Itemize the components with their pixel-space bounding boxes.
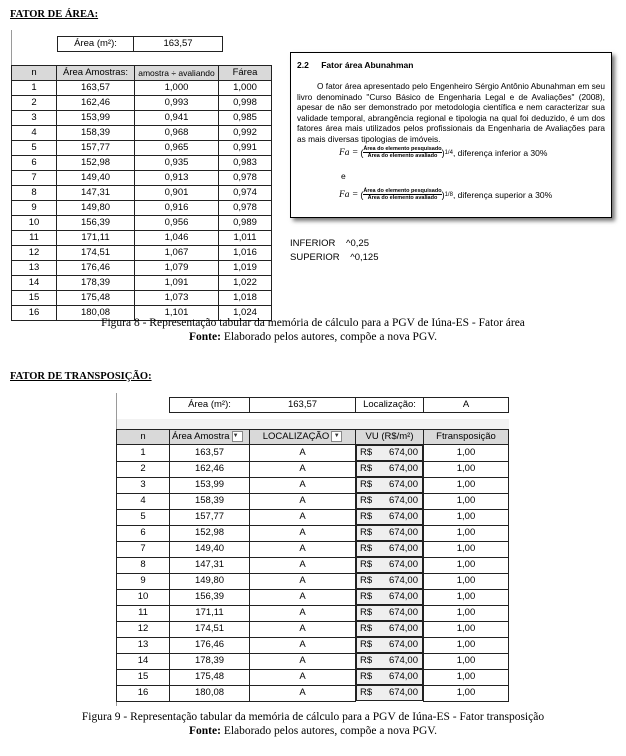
table-cell[interactable]: 10 bbox=[12, 216, 57, 231]
formula-1-numerator: Área do elemento pesquisado bbox=[363, 146, 442, 152]
table-cell[interactable]: 1,00 bbox=[424, 653, 509, 669]
table-header-row bbox=[12, 66, 272, 81]
formula-2-numerator: Área do elemento pesquisado bbox=[363, 188, 442, 194]
blank-cell bbox=[250, 419, 356, 430]
table-cell[interactable]: 11 bbox=[12, 231, 57, 246]
vu-value: 674,00 bbox=[388, 463, 418, 474]
table-cell[interactable]: 1 bbox=[117, 445, 170, 462]
table-cell[interactable]: 0,991 bbox=[219, 141, 272, 156]
vu-value: 674,00 bbox=[388, 527, 418, 538]
table-cell[interactable]: A bbox=[250, 525, 356, 541]
figure-8-source-label: Fonte: bbox=[189, 331, 221, 343]
vu-value: 674,00 bbox=[388, 511, 418, 522]
table-cell[interactable]: 0,935 bbox=[135, 156, 219, 171]
table-cell[interactable]: 9 bbox=[12, 201, 57, 216]
vu-cell[interactable] bbox=[356, 445, 423, 461]
table-cell[interactable]: 0,965 bbox=[135, 141, 219, 156]
table-cell[interactable]: 0,989 bbox=[219, 216, 272, 231]
table-cell[interactable]: 1,00 bbox=[424, 621, 509, 637]
table-cell[interactable]: 175,48 bbox=[57, 291, 135, 306]
area-input-table bbox=[57, 36, 223, 52]
table-row bbox=[117, 589, 509, 605]
table-cell[interactable]: 0,985 bbox=[219, 111, 272, 126]
table-cell[interactable]: 157,77 bbox=[170, 509, 250, 525]
vu-value: 674,00 bbox=[388, 479, 418, 490]
currency-symbol: R$ bbox=[360, 495, 373, 506]
table-cell[interactable]: 15 bbox=[12, 291, 57, 306]
table-cell[interactable]: 149,40 bbox=[170, 541, 250, 557]
currency-symbol: R$ bbox=[360, 527, 373, 538]
table-cell[interactable]: 9 bbox=[117, 573, 170, 589]
table-cell[interactable]: 1,00 bbox=[424, 573, 509, 589]
col-header-farea[interactable]: Fárea bbox=[219, 66, 272, 81]
table-cell[interactable]: A bbox=[250, 493, 356, 509]
table-row bbox=[12, 261, 272, 276]
table-cell[interactable]: 8 bbox=[117, 557, 170, 573]
table-cell[interactable]: 6 bbox=[117, 525, 170, 541]
table-cell[interactable]: 178,39 bbox=[170, 653, 250, 669]
section-heading-fator-transposicao: FATOR DE TRANSPOSIÇÃO: bbox=[10, 371, 152, 382]
excerpt-section-title: Fator área Abunahman bbox=[321, 60, 414, 70]
vu-cell[interactable] bbox=[356, 621, 423, 637]
table-cell[interactable]: 14 bbox=[117, 653, 170, 669]
formula-connector: e bbox=[341, 171, 346, 181]
table-cell[interactable]: 1,091 bbox=[135, 276, 219, 291]
table-cell[interactable]: 4 bbox=[12, 126, 57, 141]
vu-value: 674,00 bbox=[388, 447, 418, 458]
table-row bbox=[12, 201, 272, 216]
vu-cell[interactable] bbox=[356, 477, 423, 493]
currency-symbol: R$ bbox=[360, 687, 373, 698]
formula-1-denominator: Área do elemento avaliado bbox=[363, 152, 441, 159]
currency-symbol: R$ bbox=[360, 671, 373, 682]
table-row bbox=[12, 291, 272, 306]
table-row bbox=[12, 81, 272, 96]
table-cell[interactable]: 1,079 bbox=[135, 261, 219, 276]
table-row bbox=[117, 557, 509, 573]
figure-9-source-text: Elaborado pelos autores, compõe a nova PGV. bbox=[220, 725, 437, 737]
formula-2-fraction bbox=[363, 188, 441, 201]
blank-row bbox=[117, 419, 509, 430]
table-row bbox=[12, 246, 272, 261]
formula-2-denominator: Área do elemento avaliado bbox=[363, 194, 441, 201]
table-cell[interactable]: 152,98 bbox=[170, 525, 250, 541]
table-cell[interactable]: A bbox=[250, 557, 356, 573]
currency-symbol: R$ bbox=[360, 591, 373, 602]
table-cell[interactable]: 13 bbox=[117, 637, 170, 653]
vu-value: 674,00 bbox=[388, 591, 418, 602]
table-cell[interactable]: 1,00 bbox=[424, 525, 509, 541]
table-row bbox=[12, 141, 272, 156]
blank-cell bbox=[170, 419, 250, 430]
table-cell[interactable]: 147,31 bbox=[170, 557, 250, 573]
table-cell[interactable]: A bbox=[250, 685, 356, 701]
table-cell[interactable]: 157,77 bbox=[57, 141, 135, 156]
table-cell[interactable]: 14 bbox=[12, 276, 57, 291]
currency-symbol: R$ bbox=[360, 655, 373, 666]
table-cell[interactable]: 12 bbox=[117, 621, 170, 637]
section-heading-fator-area: FATOR DE ÁREA: bbox=[10, 9, 99, 20]
vu-cell[interactable] bbox=[356, 493, 423, 509]
table-cell[interactable]: A bbox=[250, 573, 356, 589]
table-cell[interactable]: 1,067 bbox=[135, 246, 219, 261]
col-header-vu[interactable]: VU (R$/m²) bbox=[356, 430, 424, 445]
note-superior-label: SUPERIOR bbox=[290, 252, 340, 263]
table-cell[interactable]: 0,992 bbox=[219, 126, 272, 141]
currency-symbol: R$ bbox=[360, 575, 373, 586]
figure-9-caption-title: Figura 9 - Representação tabular da memória de cálculo para a PGV de Iúna-ES - Fator transposição bbox=[81, 711, 545, 723]
table-cell[interactable]: 3 bbox=[12, 111, 57, 126]
table-cell[interactable]: 1,00 bbox=[424, 541, 509, 557]
table-row bbox=[12, 111, 272, 126]
table-row bbox=[117, 621, 509, 637]
table-cell[interactable]: 7 bbox=[12, 171, 57, 186]
table-cell[interactable]: 156,39 bbox=[170, 589, 250, 605]
figure-8-source-text: Elaborado pelos autores, compõe a nova PGV. bbox=[220, 331, 437, 343]
table-cell[interactable]: 152,98 bbox=[57, 156, 135, 171]
table-cell[interactable]: 0,968 bbox=[135, 126, 219, 141]
table-row bbox=[12, 186, 272, 201]
table-cell[interactable]: 7 bbox=[117, 541, 170, 557]
table-row bbox=[117, 653, 509, 669]
vu-value: 674,00 bbox=[388, 623, 418, 634]
table-cell[interactable]: 158,39 bbox=[57, 126, 135, 141]
table-cell[interactable]: A bbox=[250, 637, 356, 653]
table-cell[interactable]: 1,024 bbox=[219, 306, 272, 321]
book-excerpt-figure bbox=[290, 52, 612, 218]
table-cell[interactable]: 1,019 bbox=[219, 261, 272, 276]
blank-cell bbox=[424, 419, 509, 430]
table-cell[interactable]: 153,99 bbox=[170, 477, 250, 493]
formula-1-lhs: Fa = bbox=[339, 147, 359, 158]
vu-value: 674,00 bbox=[388, 543, 418, 554]
vu-cell[interactable] bbox=[356, 669, 423, 685]
table-cell[interactable]: A bbox=[250, 605, 356, 621]
table-cell[interactable]: A bbox=[250, 445, 356, 462]
table-row bbox=[117, 477, 509, 493]
table-cell[interactable]: 180,08 bbox=[57, 306, 135, 321]
table-cell[interactable]: A bbox=[250, 509, 356, 525]
table-cell[interactable]: 0,998 bbox=[219, 96, 272, 111]
note-inferior bbox=[290, 238, 369, 249]
table-cell[interactable]: 0,956 bbox=[135, 216, 219, 231]
table-cell[interactable]: 176,46 bbox=[170, 637, 250, 653]
table-cell[interactable]: 12 bbox=[12, 246, 57, 261]
area-value-cell[interactable]: 163,57 bbox=[134, 37, 223, 52]
table-cell[interactable]: 156,39 bbox=[57, 216, 135, 231]
vu-value: 674,00 bbox=[388, 687, 418, 698]
area-label-2: Área (m²): bbox=[170, 398, 250, 413]
currency-symbol: R$ bbox=[360, 447, 373, 458]
vu-cell[interactable] bbox=[356, 605, 423, 621]
table-cell[interactable]: 175,48 bbox=[170, 669, 250, 685]
table-cell[interactable]: A bbox=[250, 621, 356, 637]
note-inferior-value: ^0,25 bbox=[346, 238, 369, 249]
table-cell[interactable]: 6 bbox=[12, 156, 57, 171]
table-cell[interactable]: 0,978 bbox=[219, 201, 272, 216]
area-label: Área (m²): bbox=[58, 37, 134, 52]
currency-symbol: R$ bbox=[360, 543, 373, 554]
table-cell[interactable]: 163,57 bbox=[170, 445, 250, 462]
table-cell[interactable]: 1,00 bbox=[424, 477, 509, 493]
table-cell[interactable]: A bbox=[250, 669, 356, 685]
transposition-input-table bbox=[169, 397, 509, 413]
table-cell[interactable]: 1,000 bbox=[135, 81, 219, 96]
filter-dropdown-icon[interactable]: ▼ bbox=[331, 431, 342, 442]
table-row bbox=[117, 605, 509, 621]
table-cell[interactable]: 0,913 bbox=[135, 171, 219, 186]
table-cell[interactable]: 1,00 bbox=[424, 461, 509, 477]
vu-cell[interactable] bbox=[356, 685, 423, 701]
currency-symbol: R$ bbox=[360, 559, 373, 570]
figure-8-caption bbox=[0, 316, 626, 344]
table-row bbox=[117, 461, 509, 477]
table-cell[interactable]: 174,51 bbox=[170, 621, 250, 637]
formula-2: Fa = ( Área do elemento pesquisado Área do elemento avaliado ) 1/8 , diferença superior a 30% bbox=[339, 188, 553, 201]
vu-cell[interactable] bbox=[356, 573, 423, 589]
table-cell[interactable]: 1,00 bbox=[424, 589, 509, 605]
col-header-area-amostra-label: Área Amostra bbox=[172, 431, 230, 442]
table-cell[interactable]: 1,018 bbox=[219, 291, 272, 306]
transposition-factor-table bbox=[116, 419, 509, 702]
vu-cell[interactable] bbox=[356, 557, 423, 573]
table-cell[interactable]: 176,46 bbox=[57, 261, 135, 276]
blank-cell bbox=[117, 419, 170, 430]
table-cell[interactable]: 1,073 bbox=[135, 291, 219, 306]
table-row bbox=[117, 525, 509, 541]
table-cell[interactable]: 1,00 bbox=[424, 669, 509, 685]
figure-9-source-label: Fonte: bbox=[189, 725, 221, 737]
table-cell[interactable]: 8 bbox=[12, 186, 57, 201]
table-cell[interactable]: 0,916 bbox=[135, 201, 219, 216]
col-header-n[interactable]: n bbox=[12, 66, 57, 81]
table-cell[interactable]: 163,57 bbox=[57, 81, 135, 96]
table-cell[interactable]: A bbox=[250, 541, 356, 557]
table-cell[interactable]: 1,016 bbox=[219, 246, 272, 261]
blank-cell bbox=[356, 419, 424, 430]
formula-1-fraction bbox=[363, 146, 441, 159]
area-value-cell-2[interactable]: 163,57 bbox=[250, 398, 356, 413]
vu-cell[interactable] bbox=[356, 509, 423, 525]
area-factor-table bbox=[11, 65, 272, 321]
table-cell[interactable]: 16 bbox=[12, 306, 57, 321]
vu-cell[interactable] bbox=[356, 525, 423, 541]
table-row bbox=[12, 156, 272, 171]
table-cell[interactable]: 174,51 bbox=[57, 246, 135, 261]
col-header-localizacao[interactable] bbox=[250, 430, 356, 445]
vu-cell[interactable] bbox=[356, 637, 423, 653]
currency-symbol: R$ bbox=[360, 463, 373, 474]
note-inferior-label: INFERIOR bbox=[290, 238, 336, 249]
vu-value: 674,00 bbox=[388, 607, 418, 618]
col-header-n-2[interactable]: n bbox=[117, 430, 170, 445]
vu-cell[interactable] bbox=[356, 653, 423, 669]
table-cell[interactable]: 178,39 bbox=[57, 276, 135, 291]
note-superior bbox=[290, 252, 379, 263]
table-cell[interactable]: 153,99 bbox=[57, 111, 135, 126]
vu-cell[interactable] bbox=[356, 461, 423, 477]
table-cell[interactable]: 147,31 bbox=[57, 186, 135, 201]
table-cell[interactable]: 2 bbox=[12, 96, 57, 111]
table-row bbox=[117, 669, 509, 685]
table-cell[interactable]: 1,00 bbox=[424, 509, 509, 525]
figure-8-caption-title: Figura 8 - Representação tabular da memória de cálculo para a PGV de Iúna-ES - Fator área bbox=[101, 317, 525, 329]
table-cell[interactable]: 1,101 bbox=[135, 306, 219, 321]
formula-2-description: , diferença superior a 30% bbox=[452, 189, 553, 200]
table-row bbox=[12, 231, 272, 246]
filter-dropdown-icon[interactable]: ▼ bbox=[232, 431, 243, 442]
col-header-area-amostras[interactable]: Área Amostras: bbox=[57, 66, 135, 81]
table-cell[interactable]: 1,00 bbox=[424, 445, 509, 462]
table-row bbox=[12, 276, 272, 291]
vu-value: 674,00 bbox=[388, 575, 418, 586]
table-cell[interactable]: 1,022 bbox=[219, 276, 272, 291]
table-cell[interactable]: 180,08 bbox=[170, 685, 250, 701]
table-cell[interactable]: 16 bbox=[117, 685, 170, 701]
table-cell[interactable]: 1,00 bbox=[424, 493, 509, 509]
table-cell[interactable]: A bbox=[250, 477, 356, 493]
table-row bbox=[117, 509, 509, 525]
table-row bbox=[117, 541, 509, 557]
formula-1: Fa = ( Área do elemento pesquisado Área do elemento avaliado ) 1/4 , diferença inferior a 30% bbox=[339, 146, 548, 159]
table-row bbox=[117, 493, 509, 509]
table-header-row bbox=[117, 430, 509, 445]
table-cell[interactable]: 10 bbox=[117, 589, 170, 605]
currency-symbol: R$ bbox=[360, 623, 373, 634]
table-cell[interactable]: 1,00 bbox=[424, 557, 509, 573]
table-cell[interactable]: 4 bbox=[117, 493, 170, 509]
currency-symbol: R$ bbox=[360, 607, 373, 618]
table-cell[interactable]: 1,00 bbox=[424, 637, 509, 653]
table-cell[interactable]: A bbox=[250, 461, 356, 477]
table-cell[interactable]: 1 bbox=[12, 81, 57, 96]
table-cell[interactable]: 0,974 bbox=[219, 186, 272, 201]
formula-1-description: , diferença inferior a 30% bbox=[452, 147, 548, 158]
location-value-cell[interactable]: A bbox=[424, 398, 509, 413]
table-cell[interactable]: 149,80 bbox=[170, 573, 250, 589]
table-cell[interactable]: A bbox=[250, 589, 356, 605]
vu-value: 674,00 bbox=[388, 639, 418, 650]
table-cell[interactable]: 3 bbox=[117, 477, 170, 493]
table-cell[interactable]: 2 bbox=[117, 461, 170, 477]
vu-value: 674,00 bbox=[388, 559, 418, 570]
formula-2-exponent: 1/8 bbox=[444, 191, 453, 198]
table-cell[interactable]: 0,993 bbox=[135, 96, 219, 111]
table-cell[interactable]: 162,46 bbox=[57, 96, 135, 111]
table-cell[interactable]: A bbox=[250, 653, 356, 669]
table-row bbox=[117, 445, 509, 462]
figure-9-caption bbox=[0, 710, 626, 738]
currency-symbol: R$ bbox=[360, 479, 373, 490]
table-cell[interactable]: 13 bbox=[12, 261, 57, 276]
currency-symbol: R$ bbox=[360, 639, 373, 650]
table-row bbox=[117, 685, 509, 701]
table-cell[interactable]: 1,046 bbox=[135, 231, 219, 246]
location-label: Localização: bbox=[356, 398, 424, 413]
vu-value: 674,00 bbox=[388, 655, 418, 666]
table-cell[interactable]: 158,39 bbox=[170, 493, 250, 509]
table-cell[interactable]: 171,11 bbox=[57, 231, 135, 246]
note-superior-value: ^0,125 bbox=[350, 252, 379, 263]
formula-1-exponent: 1/4 bbox=[444, 149, 453, 156]
table-cell[interactable]: 11 bbox=[117, 605, 170, 621]
table-row bbox=[12, 126, 272, 141]
currency-symbol: R$ bbox=[360, 511, 373, 522]
col-header-localizacao-label: LOCALIZAÇÃO bbox=[262, 431, 330, 442]
table-cell[interactable]: 0,941 bbox=[135, 111, 219, 126]
col-header-ratio[interactable]: amostra ÷ avaliando bbox=[135, 66, 219, 81]
vu-cell[interactable] bbox=[356, 541, 423, 557]
col-header-area-amostra[interactable] bbox=[170, 430, 250, 445]
table-cell[interactable]: 5 bbox=[117, 509, 170, 525]
table-row bbox=[12, 216, 272, 231]
table-cell[interactable]: 1,00 bbox=[424, 605, 509, 621]
table-cell[interactable]: 0,983 bbox=[219, 156, 272, 171]
table-row bbox=[12, 96, 272, 111]
table-cell[interactable]: 171,11 bbox=[170, 605, 250, 621]
vu-cell[interactable] bbox=[356, 589, 423, 605]
excerpt-paragraph: O fator área apresentado pelo Engenheiro Sérgio Antônio Abunahman em seu livro denominado "Curso Básico de Engenharia Legal e de Avaliações" (2008), apesar de não ser demonstrado por metodologia científica e nem caracterizar sua validade temporal, abrangência regional e tipologia na qual foi deduzido, é um dos fatores área mais utilizados pelos profissionais da Engenharia de Avaliações para as mais diversas tipologias de imóveis. bbox=[297, 81, 605, 144]
table-cell[interactable]: 149,80 bbox=[57, 201, 135, 216]
table-row bbox=[117, 637, 509, 653]
table-row bbox=[12, 171, 272, 186]
table-cell[interactable]: 162,46 bbox=[170, 461, 250, 477]
table-cell[interactable]: 5 bbox=[12, 141, 57, 156]
table-cell[interactable]: 149,40 bbox=[57, 171, 135, 186]
col-header-ftransposicao[interactable]: Ftransposição bbox=[424, 430, 509, 445]
table-cell[interactable]: 0,978 bbox=[219, 171, 272, 186]
vu-value: 674,00 bbox=[388, 495, 418, 506]
table-row bbox=[117, 573, 509, 589]
table-cell[interactable]: 0,901 bbox=[135, 186, 219, 201]
table-cell[interactable]: 1,000 bbox=[219, 81, 272, 96]
table-cell[interactable]: 1,00 bbox=[424, 685, 509, 701]
vu-value: 674,00 bbox=[388, 671, 418, 682]
formula-2-lhs: Fa = bbox=[339, 189, 359, 200]
table-cell[interactable]: 15 bbox=[117, 669, 170, 685]
excerpt-section-number: 2.2 bbox=[297, 60, 309, 70]
table-cell[interactable]: 1,011 bbox=[219, 231, 272, 246]
